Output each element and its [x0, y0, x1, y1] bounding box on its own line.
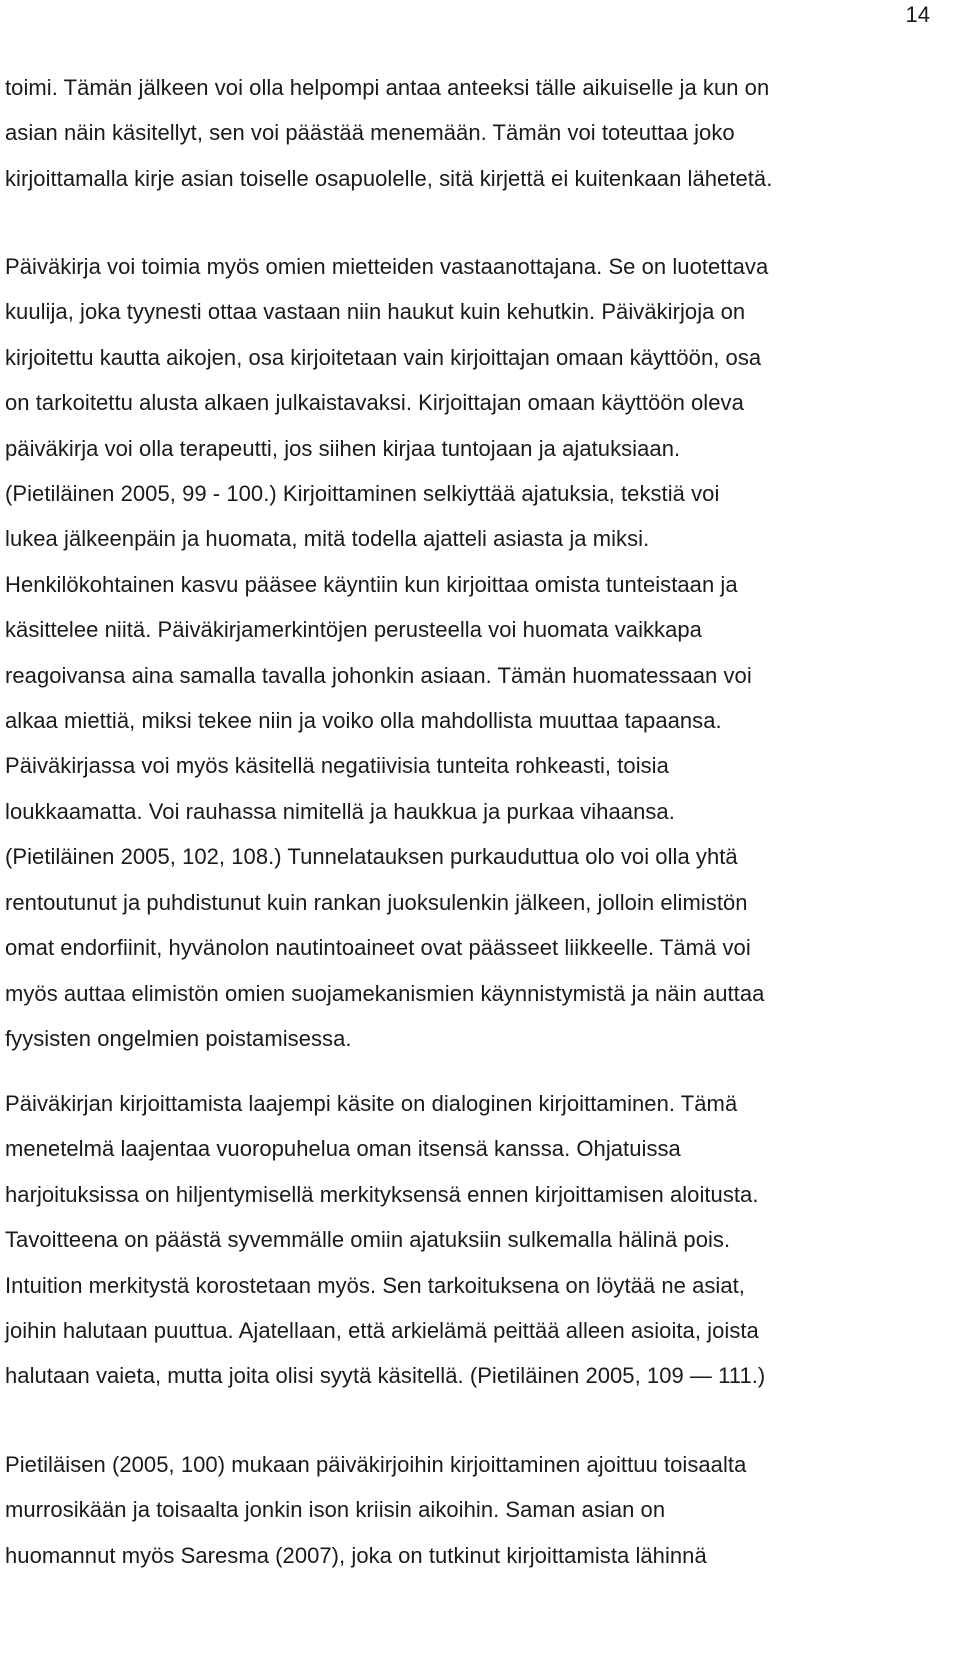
text-line: on tarkoitettu alusta alkaen julkaistavaksi. Kirjoittajan omaan käyttöön oleva	[5, 390, 744, 416]
text-line: päiväkirja voi olla terapeutti, jos siihen kirjaa tuntojaan ja ajatuksiaan.	[5, 435, 681, 461]
text-line: fyysisten ongelmien poistamisessa.	[5, 1025, 352, 1051]
text-line: asian näin käsitellyt, sen voi päästää menemään. Tämän voi toteuttaa joko	[5, 120, 735, 146]
text-line: alkaa miettiä, miksi tekee niin ja voiko olla mahdollista muuttaa tapaansa.	[5, 708, 722, 734]
text-line: omat endorfiinit, hyvänolon nautintoaineet ovat päässeet liikkeelle. Tämä voi	[5, 935, 751, 961]
paragraph	[5, 65, 955, 201]
text-line: lukea jälkeenpäin ja huomata, mitä todella ajatteli asiasta ja miksi.	[5, 526, 650, 552]
text-line: huomannut myös Saresma (2007), joka on tutkinut kirjoittamista lähinnä	[5, 1542, 707, 1568]
text-line: menetelmä laajentaa vuoropuhelua oman itsensä kanssa. Ohjatuissa	[5, 1136, 681, 1162]
text-line: kuulija, joka tyynesti ottaa vastaan niin haukut kuin kehutkin. Päiväkirjoja on	[5, 299, 746, 325]
text-line: rentoutunut ja puhdistunut kuin rankan juoksulenkin jälkeen, jolloin elimistön	[5, 889, 748, 915]
page-number: 14	[905, 2, 930, 27]
text-line: Tavoitteena on päästä syvemmälle omiin ajatuksiin sulkemalla hälinä pois.	[5, 1227, 731, 1253]
text-line: kirjoittamalla kirje asian toiselle osapuolelle, sitä kirjettä ei kuitenkaan lähetetä.	[5, 165, 773, 191]
text-line: käsittelee niitä. Päiväkirjamerkintöjen perusteella voi huomata vaikkapa	[5, 617, 702, 643]
paragraph	[5, 1081, 955, 1399]
text-line: murrosikään ja toisaalta jonkin ison kriisin aikoihin. Saman asian on	[5, 1497, 666, 1523]
text-line: kirjoitettu kautta aikojen, osa kirjoitetaan vain kirjoittajan omaan käyttöön, osa	[5, 344, 762, 370]
text-line: halutaan vaieta, mutta joita olisi syytä käsitellä. (Pietiläinen 2005, 109 — 111.)	[5, 1363, 766, 1389]
text-line: Pietiläisen (2005, 100) mukaan päiväkirjoihin kirjoittaminen ajoittuu toisaalta	[5, 1452, 747, 1477]
text-line: Päiväkirjassa voi myös käsitellä negatiivisia tunteita rohkeasti, toisia	[5, 753, 669, 779]
text-line: Päiväkirja voi toimia myös omien mietteiden vastaanottajana. Se on luotettava	[5, 254, 769, 279]
text-line: Päiväkirjan kirjoittamista laajempi käsite on dialoginen kirjoittaminen. Tämä	[5, 1091, 738, 1116]
text-line: toimi. Tämän jälkeen voi olla helpompi antaa anteeksi tälle aikuiselle ja kun on	[5, 75, 770, 100]
text-line: Henkilökohtainen kasvu pääsee käyntiin kun kirjoittaa omista tunteistaan ja	[5, 571, 738, 597]
paragraph	[5, 1442, 955, 1578]
text-line: (Pietiläinen 2005, 102, 108.) Tunnelatauksen purkauduttua olo voi olla yhtä	[5, 844, 738, 870]
text-line: loukkaamatta. Voi rauhassa nimitellä ja haukkua ja purkaa vihaansa.	[5, 798, 675, 824]
text-line: (Pietiläinen 2005, 99 - 100.) Kirjoittaminen selkiyttää ajatuksia, tekstiä voi	[5, 481, 720, 507]
text-line: Intuition merkitystä korostetaan myös. Sen tarkoituksena on löytää ne asiat,	[5, 1272, 745, 1298]
text-line: joihin halutaan puuttua. Ajatellaan, että arkielämä peittää alleen asioita, joista	[5, 1318, 759, 1344]
text-line: harjoituksissa on hiljentymisellä merkityksensä ennen kirjoittamisen aloitusta.	[5, 1181, 759, 1207]
text-line: myös auttaa elimistön omien suojamekanismien käynnistymistä ja näin auttaa	[5, 980, 765, 1006]
paragraph	[5, 244, 955, 1061]
text-line: reagoivansa aina samalla tavalla johonkin asiaan. Tämän huomatessaan voi	[5, 662, 752, 688]
